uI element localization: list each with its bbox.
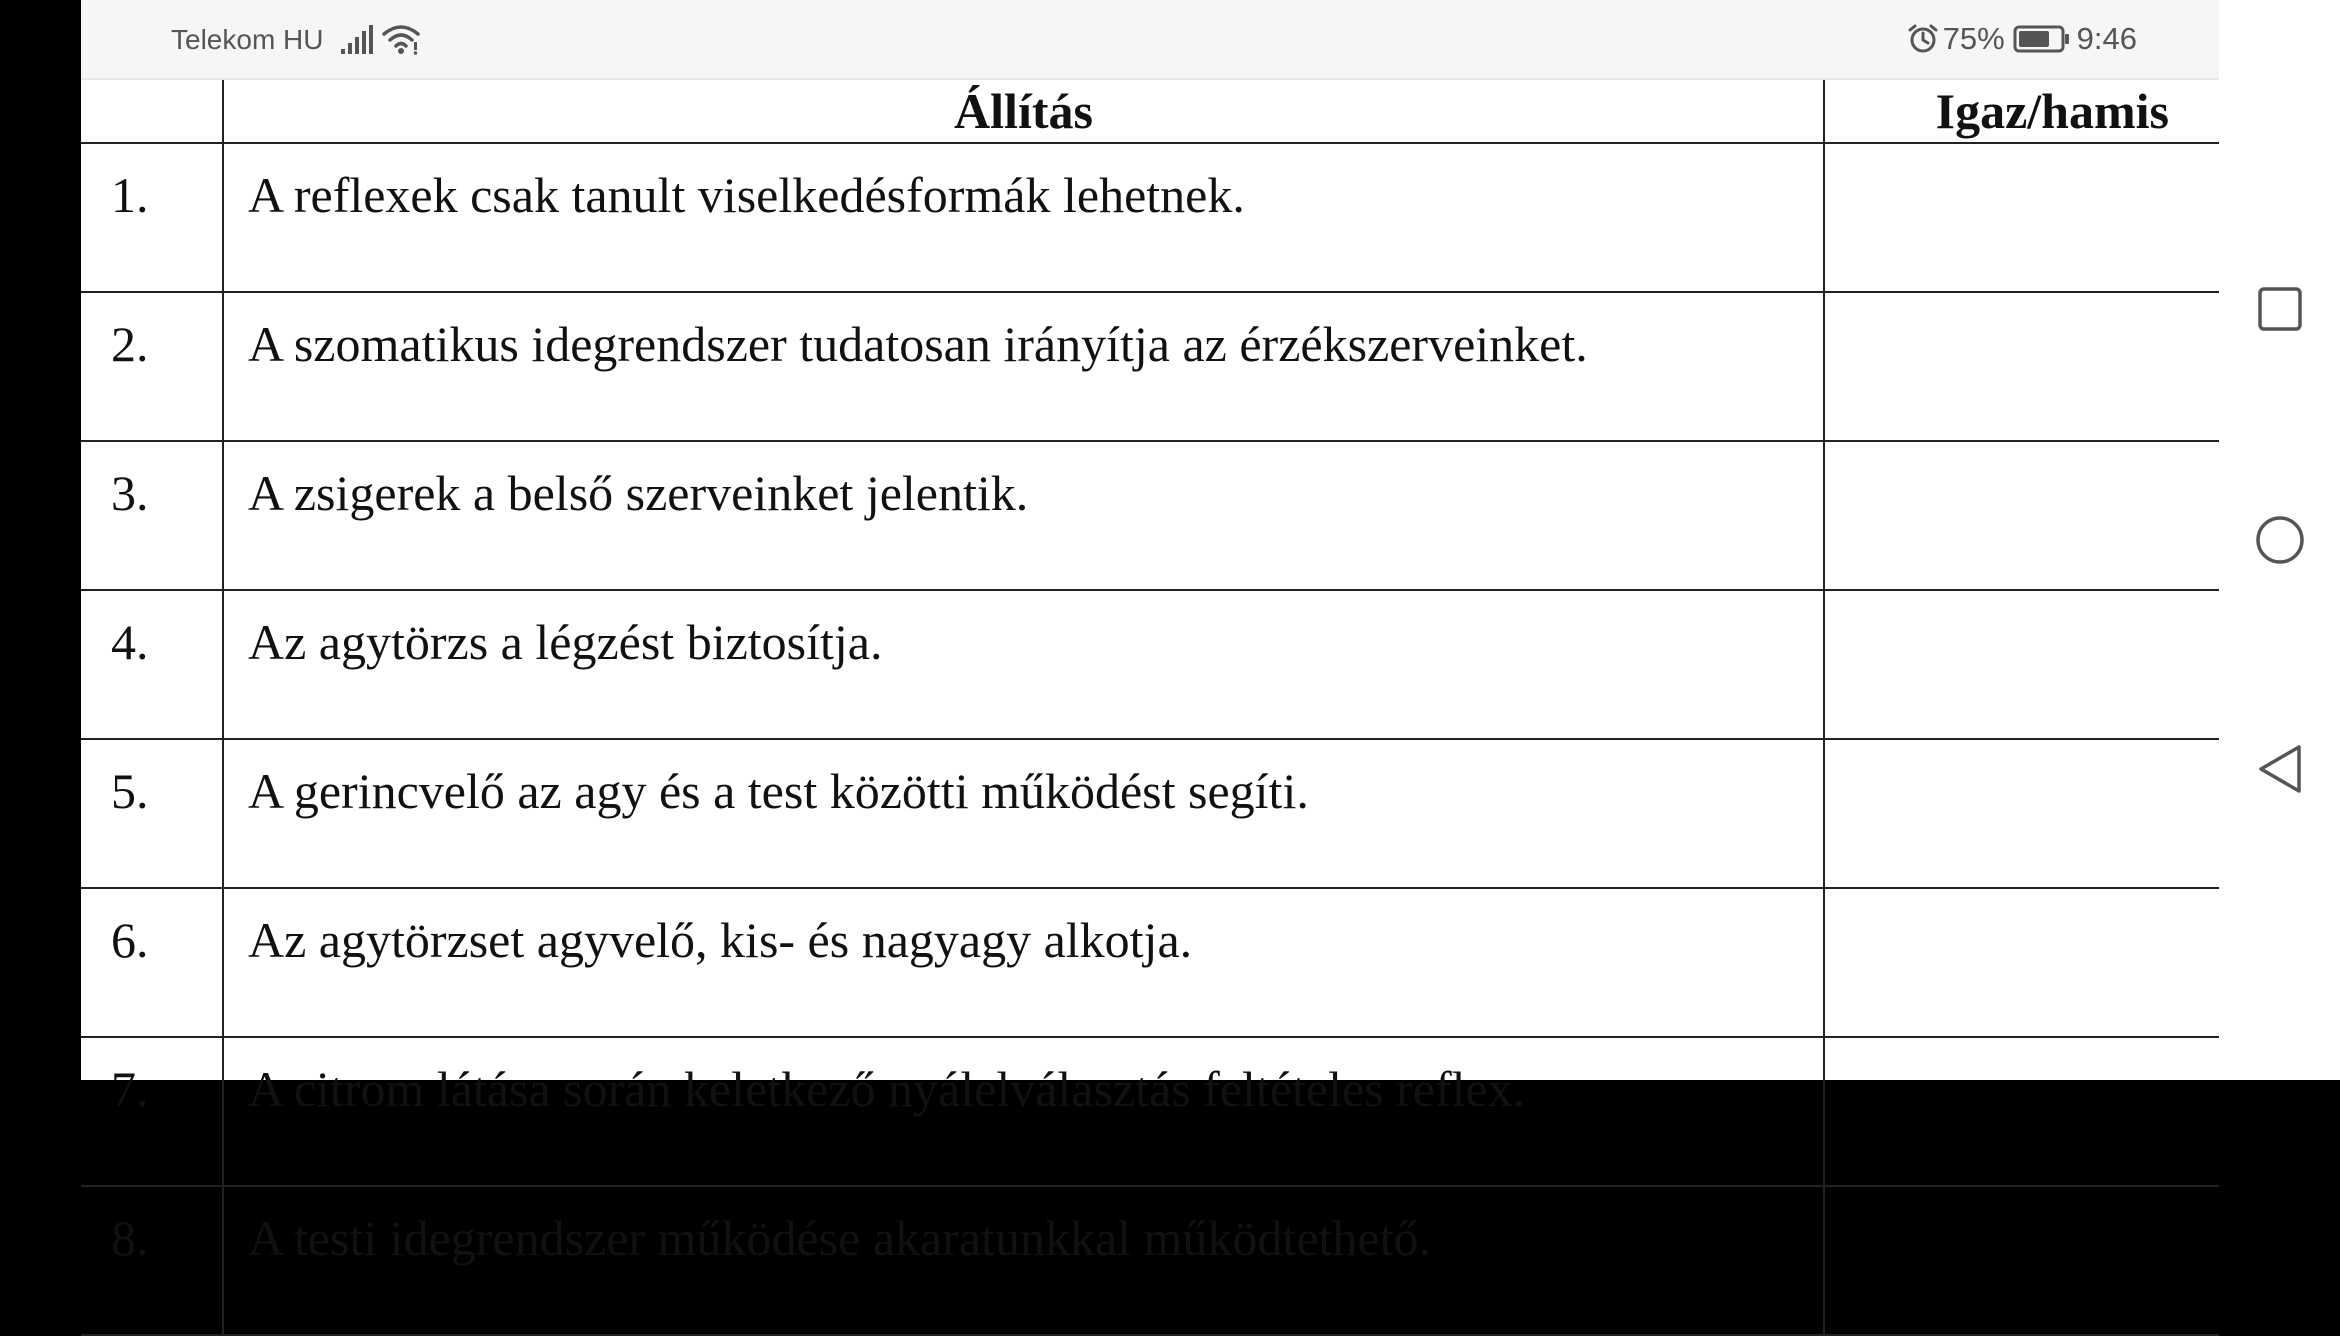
row-answer-cell[interactable] (1824, 292, 2219, 441)
alarm-clock-icon (1907, 23, 1939, 55)
battery-percentage: 75% (1942, 21, 2005, 56)
row-answer-cell[interactable] (1824, 1037, 2219, 1186)
home-circle-icon[interactable] (2253, 513, 2307, 567)
wifi-icon (381, 22, 421, 56)
row-number: 8. (81, 1186, 223, 1335)
row-number: 6. (81, 888, 223, 1037)
row-statement: A szomatikus idegrendszer tudatosan irányítja az érzékszerveinket. (223, 292, 1824, 441)
table-row (81, 739, 2219, 888)
row-answer-cell[interactable] (1824, 888, 2219, 1037)
row-answer-cell[interactable] (1824, 739, 2219, 888)
header-true-false: Igaz/hamis (1824, 80, 2219, 143)
header-statement: Állítás (223, 80, 1824, 143)
row-number: 4. (81, 590, 223, 739)
signal-strength-icon (339, 22, 375, 56)
table-row (81, 888, 2219, 1037)
row-answer-cell[interactable] (1824, 590, 2219, 739)
row-number: 2. (81, 292, 223, 441)
recent-apps-square-icon[interactable] (2253, 282, 2307, 336)
table-header-row (81, 80, 2219, 143)
row-number: 5. (81, 739, 223, 888)
table-row (81, 143, 2219, 292)
document-viewer[interactable] (81, 0, 2219, 1266)
row-statement: A zsigerek a belső szerveinket jelentik. (223, 441, 1824, 590)
row-statement: A reflexek csak tanult viselkedésformák lehetnek. (223, 143, 1824, 292)
row-answer-cell[interactable] (1824, 1186, 2219, 1335)
navigation-bar (2219, 0, 2340, 1080)
carrier-name: Telekom HU (171, 24, 324, 55)
header-number (81, 80, 223, 143)
back-triangle-icon[interactable] (2253, 742, 2307, 796)
row-statement: Az agytörzs a légzést biztosítja. (223, 590, 1824, 739)
table-row (81, 441, 2219, 590)
status-bar (81, 0, 2219, 80)
row-statement: A citrom látása során keletkező nyálelválasztás feltételes reflex. (223, 1037, 1824, 1186)
battery-icon (2013, 24, 2071, 54)
row-answer-cell[interactable] (1824, 441, 2219, 590)
row-number: 3. (81, 441, 223, 590)
row-number: 7. (81, 1037, 223, 1186)
table-row (81, 1037, 2219, 1186)
row-statement: A gerincvelő az agy és a test közötti működést segíti. (223, 739, 1824, 888)
table-row (81, 292, 2219, 441)
row-number: 1. (81, 143, 223, 292)
row-statement: A testi idegrendszer működése akaratunkkal működtethető. (223, 1186, 1824, 1335)
table-row (81, 1186, 2219, 1335)
row-answer-cell[interactable] (1824, 143, 2219, 292)
clock: 9:46 (2076, 21, 2137, 56)
row-statement: Az agytörzset agyvelő, kis- és nagyagy alkotja. (223, 888, 1824, 1037)
true-false-table (81, 80, 2219, 1336)
left-black-bar (0, 0, 81, 1080)
table-row (81, 590, 2219, 739)
